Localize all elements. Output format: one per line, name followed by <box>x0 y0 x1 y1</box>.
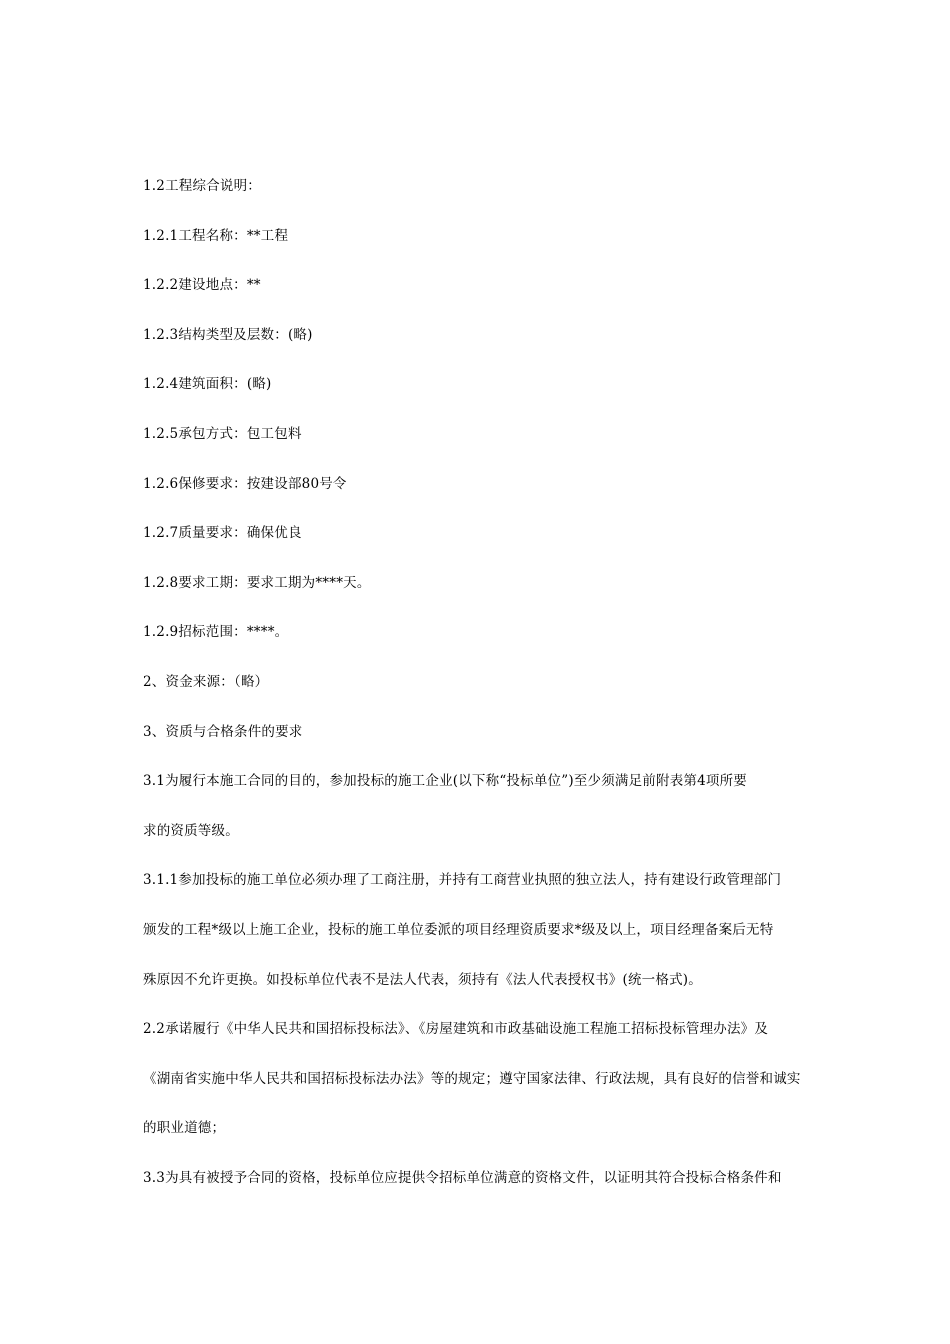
funding-source-line: 2、资金来源：（略） <box>143 673 269 690</box>
structure-type-line: 1.2.3结构类型及层数：(略) <box>143 326 313 343</box>
project-name-line: 1.2.1工程名称：**工程 <box>143 227 289 244</box>
document-body <box>143 176 813 1217</box>
paragraph-3-1-1-line-3: 殊原因不允许更换。如投标单位代表不是法人代表，须持有《法人代表授权书》(统一格式)。 <box>143 971 702 988</box>
paragraph-3-1-line-2: 求的资质等级。 <box>143 822 239 839</box>
paragraph-2-2-line-3: 的职业道德； <box>143 1120 226 1137</box>
section-heading-1-2: 1.2工程综合说明： <box>143 178 261 194</box>
building-area-line: 1.2.4建筑面积：(略) <box>143 376 272 393</box>
paragraph-3-1-line-1: 3.1为履行本施工合同的目的，参加投标的施工企业(以下称“投标单位”)至少须满足前附表第4项所要 <box>143 773 747 790</box>
contract-mode-line: 1.2.5承包方式：包工包料 <box>143 425 302 442</box>
construction-site-line: 1.2.2建设地点：** <box>143 277 261 294</box>
paragraph-3-1-1-line-2: 颁发的工程*级以上施工企业，投标的施工单位委派的项目经理资质要求*级及以上，项目经理备案后无特 <box>143 921 774 938</box>
paragraph-2-2-line-1: 2.2承诺履行《中华人民共和国招标投标法》、《房屋建筑和市政基础设施工程施工招标投标管理办法》及 <box>143 1021 769 1038</box>
duration-line: 1.2.8要求工期：要求工期为****天。 <box>143 574 371 591</box>
quality-line: 1.2.7质量要求：确保优良 <box>143 525 302 542</box>
warranty-line: 1.2.6保修要求：按建设部80号令 <box>143 475 347 492</box>
paragraph-2-2-line-2: 《湖南省实施中华人民共和国招标投标法办法》等的规定；遵守国家法律、行政法规，具有良好的信誉和诚实 <box>143 1070 801 1087</box>
paragraph-3-1-1-line-1: 3.1.1参加投标的施工单位必须办理了工商注册，并持有工商营业执照的独立法人，持有建设行政管理部门 <box>143 872 782 889</box>
scope-line: 1.2.9招标范围：****。 <box>143 624 289 641</box>
qualification-heading: 3、资质与合格条件的要求 <box>143 723 303 740</box>
paragraph-3-3-line-1: 3.3为具有被授予合同的资格，投标单位应提供令招标单位满意的资格文件，以证明其符合投标合格条件和 <box>143 1169 782 1186</box>
